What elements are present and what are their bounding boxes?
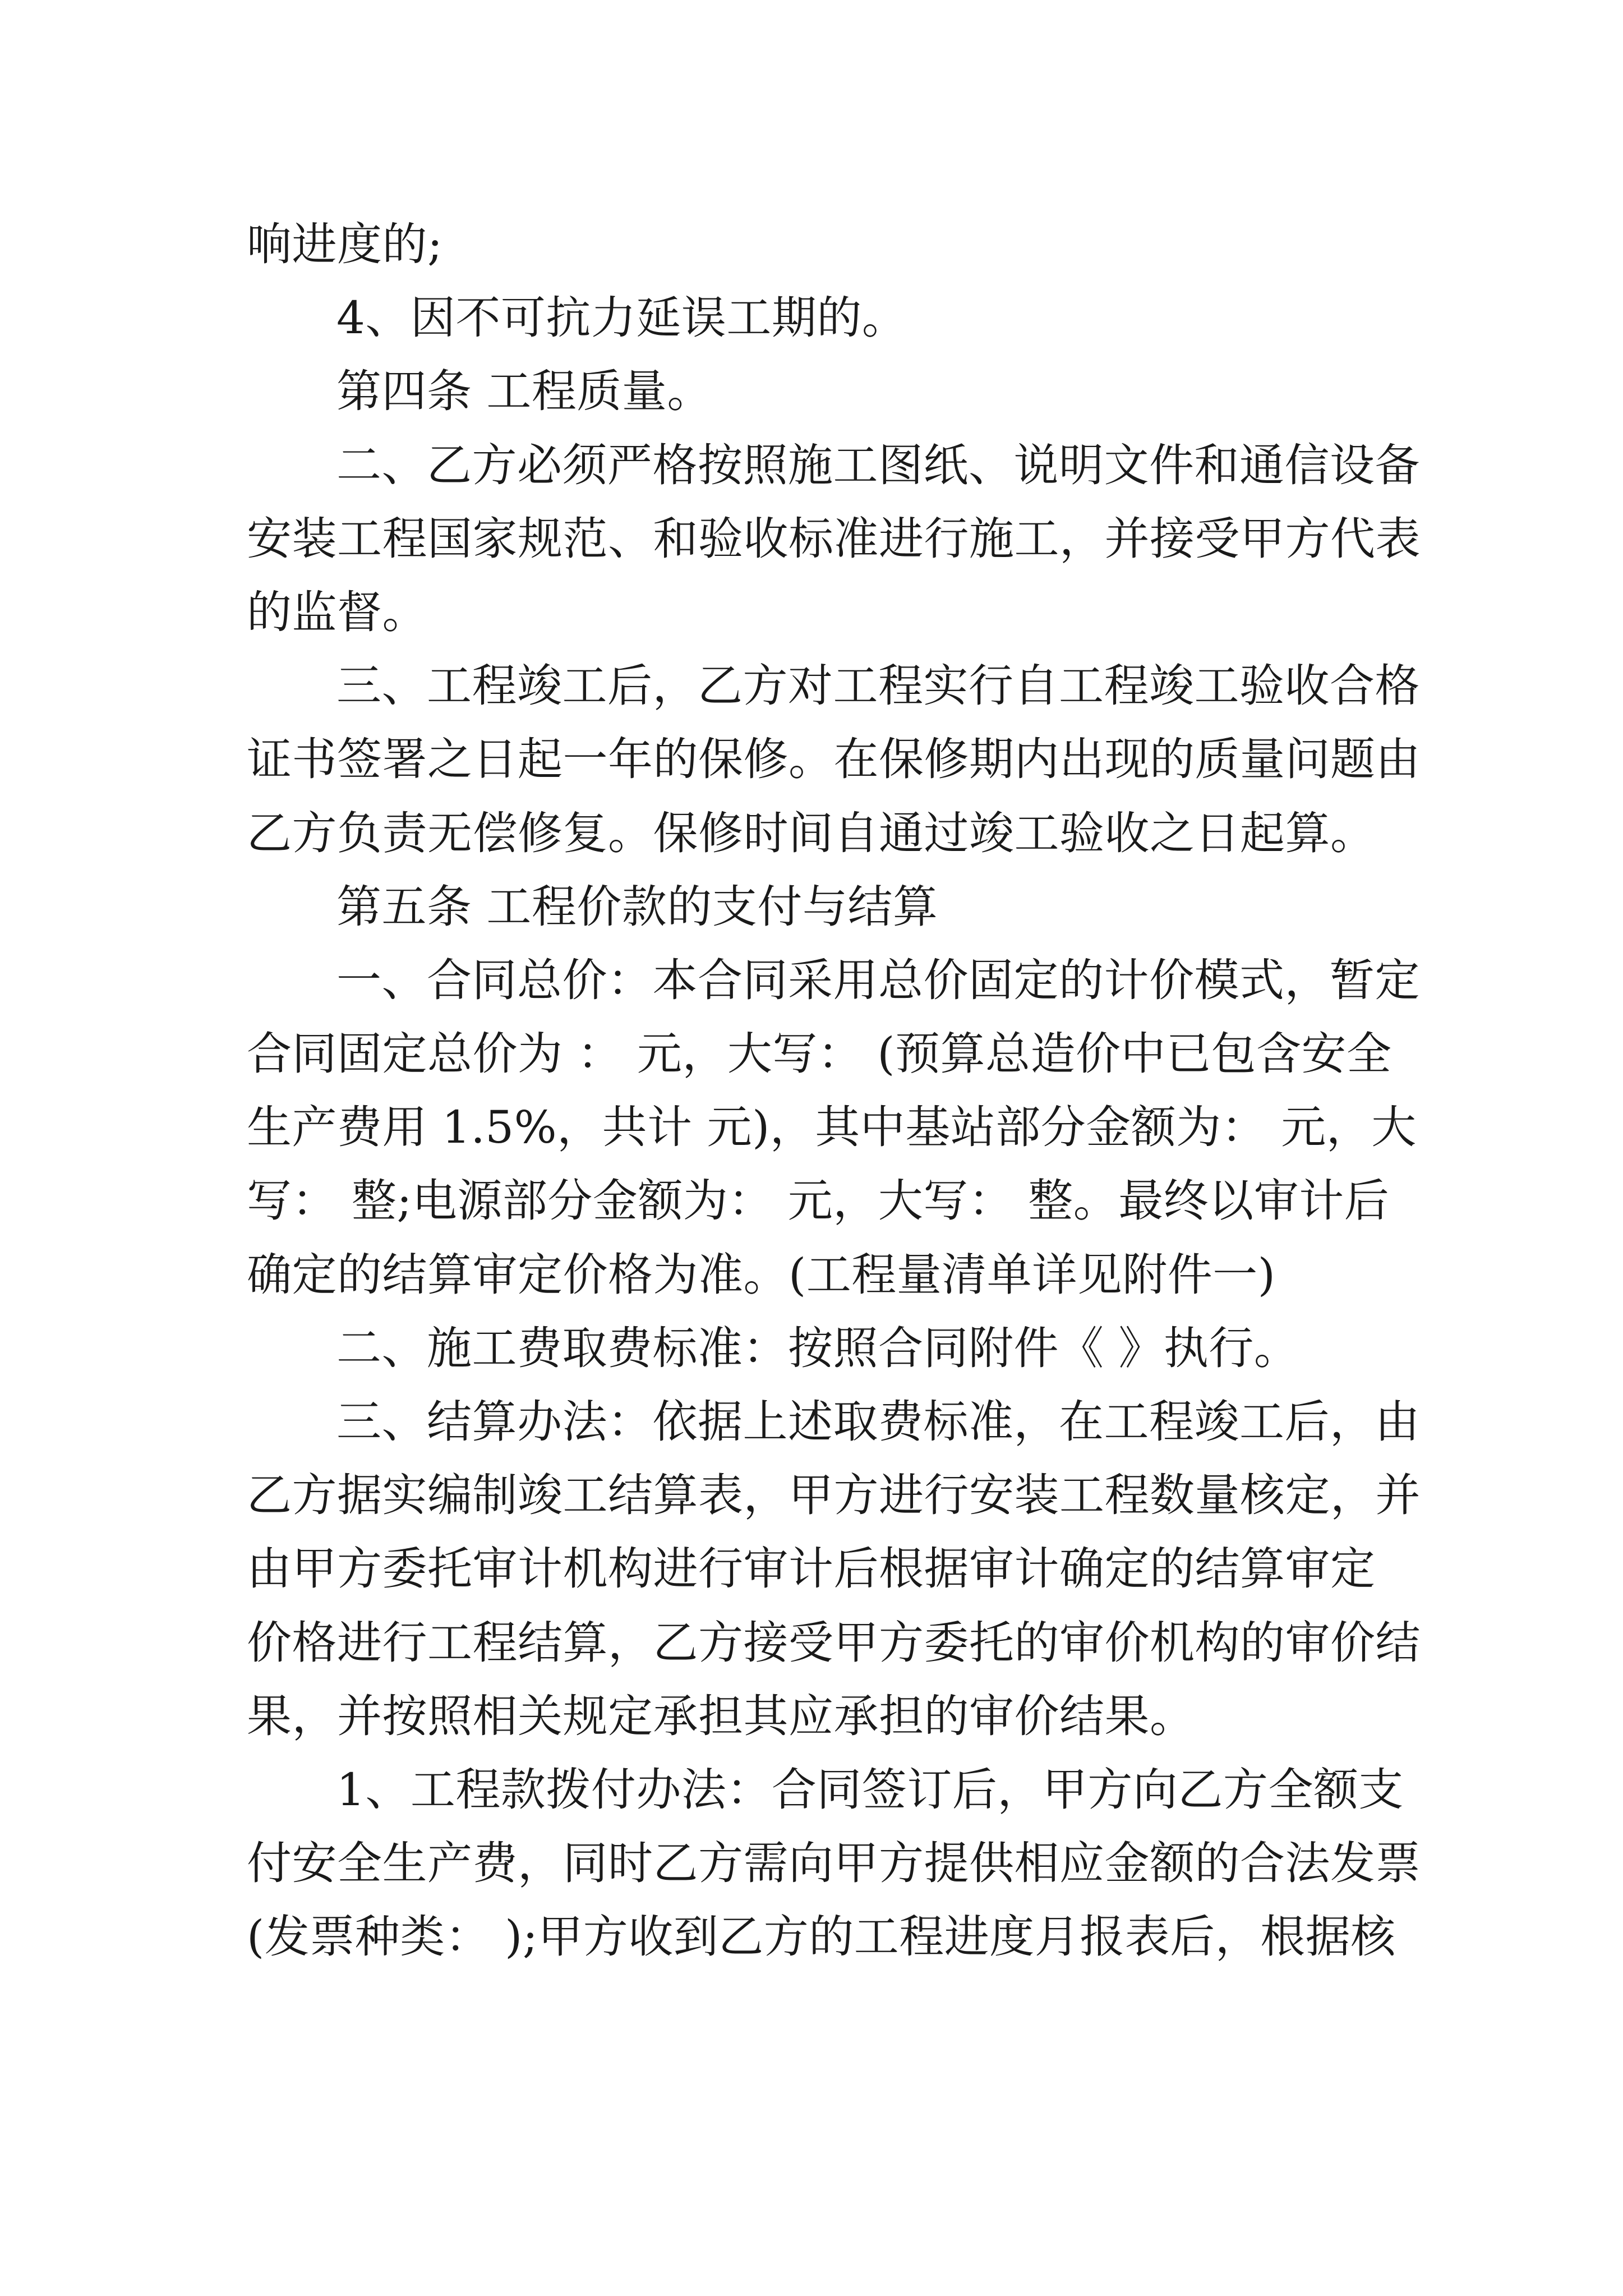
text-line: 第四条 工程质量。 — [336, 365, 712, 418]
text-line: 由甲方委托审计机构进行审计后根据审计确定的结算审定 — [247, 1543, 1376, 1595]
text-line: 1、工程款拨付办法：合同签订后，甲方向乙方全额支 — [336, 1763, 1404, 1816]
text-line: 果，并按照相关规定承担其应承担的审价结果。 — [247, 1690, 1195, 1742]
text-line: 的监督。 — [247, 586, 427, 638]
text-line: 4、因不可抗力延误工期的。 — [336, 292, 907, 344]
text-line: 二、乙方必须严格按照施工图纸、说明文件和通信设备 — [336, 439, 1420, 491]
document-body — [247, 208, 1421, 1974]
text-line: 价格进行工程结算，乙方接受甲方委托的审价机构的审价结 — [247, 1616, 1421, 1669]
text-line: 乙方据实编制竣工结算表，甲方进行安装工程数量核定，并 — [247, 1469, 1421, 1522]
text-line: 响进度的; — [247, 218, 443, 270]
text-line: 确定的结算审定价格为准。(工程量清单详见附件一) — [247, 1248, 1276, 1301]
text-line: 证书签署之日起一年的保修。在保修期内出现的质量问题由 — [247, 733, 1421, 786]
text-line: 一、合同总价：本合同采用总价固定的计价模式，暂定 — [336, 954, 1420, 1006]
text-line: 写： 整;电源部分金额为： 元，大写： 整。最终以审计后 — [247, 1175, 1390, 1227]
text-line: 第五条 工程价款的支付与结算 — [336, 880, 938, 933]
text-line: 安装工程国家规范、和验收标准进行施工，并接受甲方代表 — [247, 512, 1421, 565]
text-line: 三、工程竣工后，乙方对工程实行自工程竣工验收合格 — [336, 660, 1420, 712]
text-line: (发票种类： );甲方收到乙方的工程进度月报表后，根据核 — [247, 1911, 1396, 1963]
text-line: 二、施工费取费标准：按照合同附件《 》执行。 — [336, 1322, 1299, 1374]
text-line: 付安全生产费，同时乙方需向甲方提供相应金额的合法发票 — [247, 1837, 1421, 1890]
text-line: 生产费用 1.5%，共计 元)，其中基站部分金额为： 元，大 — [247, 1101, 1417, 1154]
text-line: 三、结算办法：依据上述取费标准，在工程竣工后，由 — [336, 1396, 1420, 1448]
text-line: 合同固定总价为 ： 元，大写： (预算总造价中已包含安全 — [247, 1028, 1392, 1080]
text-line: 乙方负责无偿修复。保修时间自通过竣工验收之日起算。 — [247, 807, 1376, 859]
